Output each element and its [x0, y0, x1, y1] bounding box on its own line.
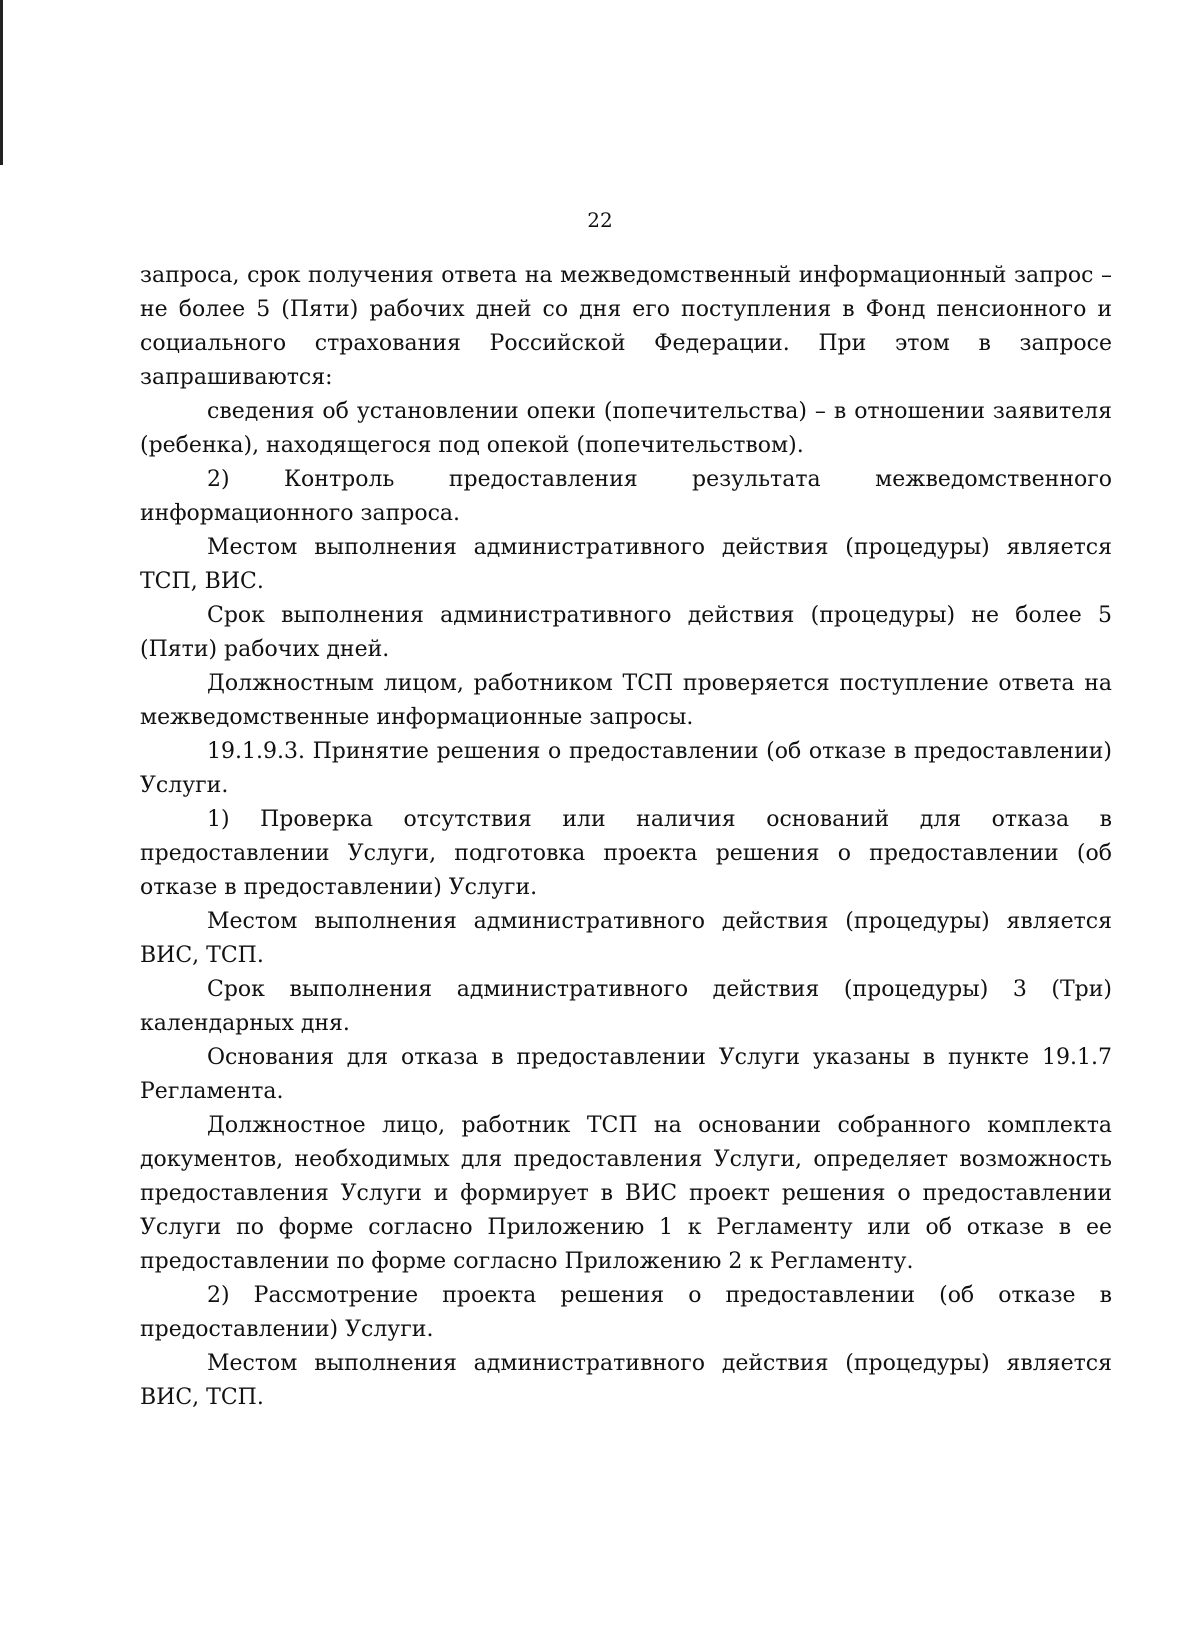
scan-edge-mark [0, 0, 3, 165]
paragraph-decision-draft: Должностное лицо, работник ТСП на основании собранного комплекта документов, необходимых для предоставления Услуги, определяет возможность предоставления Услуги и формирует в ВИС проект решения о предоставлении Услуги по форме согласно Приложению 1 к Регламенту или об отказе в ее предоставлении по форме согласно Приложению 2 к Регламенту. [140, 1113, 1112, 1274]
paragraph-execution-term: Срок выполнения административного действия (процедуры) 3 (Три) календарных дня. [140, 977, 1112, 1036]
paragraph-review-step: 2) Рассмотрение проекта решения о предоставлении (об отказе в предоставлении) Услуги. [140, 1283, 1112, 1342]
paragraph-official-check: Должностным лицом, работником ТСП проверяется поступление ответа на межведомственные информационные запросы. [140, 671, 1112, 730]
paragraph-continuation: запроса, срок получения ответа на межведомственный информационный запрос – не более 5 (Пяти) рабочих дней со дня его поступления в Фонд пенсионного и социального страхования Российской Федерации. При этом в запросе запрашиваются: [140, 263, 1112, 390]
paragraph-place-of-execution: Местом выполнения административного действия (процедуры) является ВИС, ТСП. [140, 1351, 1112, 1410]
paragraph-place-of-execution: Местом выполнения административного действия (процедуры) является ВИС, ТСП. [140, 909, 1112, 968]
paragraph-section-heading: 19.1.9.3. Принятие решения о предоставлении (об отказе в предоставлении) Услуги. [140, 739, 1112, 798]
paragraph-verification-step: 1) Проверка отсутствия или наличия оснований для отказа в предоставлении Услуги, подготовка проекта решения о предоставлении (об отказе в предоставлении) Услуги. [140, 807, 1112, 900]
paragraph-guardianship-info: сведения об установлении опеки (попечительства) – в отношении заявителя (ребенка), находящегося под опекой (попечительством). [140, 399, 1112, 458]
document-body [140, 259, 1112, 1415]
paragraph-control-step: 2) Контроль предоставления результата межведомственного информационного запроса. [140, 467, 1112, 526]
paragraph-refusal-grounds: Основания для отказа в предоставлении Услуги указаны в пункте 19.1.7 Регламента. [140, 1045, 1112, 1104]
paragraph-place-of-execution: Местом выполнения административного действия (процедуры) является ТСП, ВИС. [140, 535, 1112, 594]
page-number: 22 [587, 208, 613, 232]
paragraph-execution-term: Срок выполнения административного действия (процедуры) не более 5 (Пяти) рабочих дней. [140, 603, 1112, 662]
